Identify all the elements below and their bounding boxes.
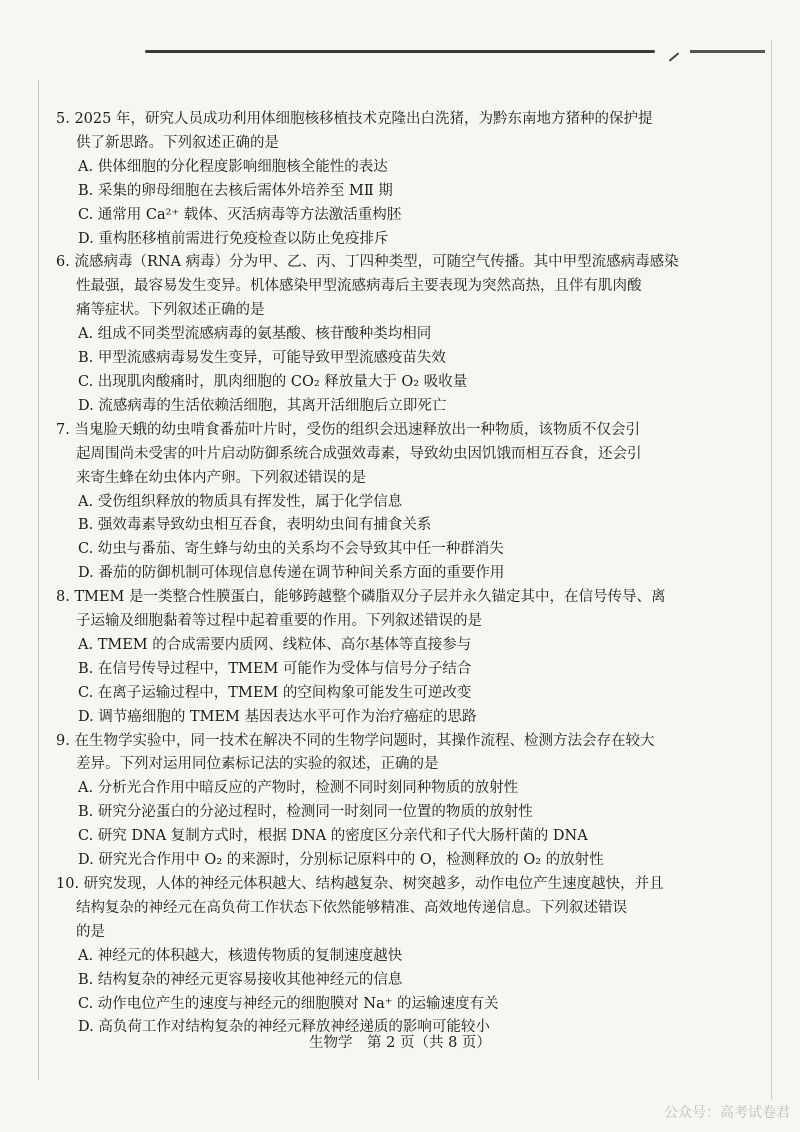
question-stem: 9. 在生物学实验中，同一技术在解决不同的生物学问题时，其操作流程、检测方法会存在较大 xyxy=(56,732,655,749)
answer-option: D. 调节癌细胞的 TMEM 基因表达水平可作为治疗癌症的思路 xyxy=(78,708,477,725)
question-text: 的是 xyxy=(76,923,105,940)
question-text: 痛等症状。下列叙述正确的是 xyxy=(76,302,265,319)
answer-option: C. 动作电位产生的速度与神经元的细胞膜对 Na⁺ 的运输速度有关 xyxy=(78,995,499,1012)
answer-option: B. 甲型流感病毒易发生变异，可能导致甲型流感疫苗失效 xyxy=(78,350,446,367)
answer-option: D. 高负荷工作对结构复杂的神经元释放神经递质的影响可能较小 xyxy=(78,1019,490,1036)
answer-option: B. 研究分泌蛋白的分泌过程时，检测同一时刻同一位置的物质的放射性 xyxy=(78,804,533,821)
question-text: 子运输及细胞黏着等过程中起着重要的作用。下列叙述错误的是 xyxy=(76,613,482,630)
answer-option: A. TMEM 的合成需要内质网、线粒体、高尔基体等直接参与 xyxy=(78,636,472,653)
page-footer: 生物学 第 2 页（共 8 页） xyxy=(309,1035,491,1051)
page-fold-left xyxy=(38,80,39,1080)
question-text: 起周围尚未受害的叶片启动防御系统合成强效毒素，导致幼虫因饥饿而相互吞食，还会引 xyxy=(76,445,642,462)
watermark: 公众号：高考试卷君 xyxy=(664,1105,790,1121)
answer-option: B. 结构复杂的神经元更容易接收其他神经元的信息 xyxy=(78,971,403,988)
answer-option: C. 在离子运输过程中，TMEM 的空间构象可能发生可逆改变 xyxy=(78,684,472,701)
question-text: 结构复杂的神经元在高负荷工作状态下依然能够精准、高效地传递信息。下列叙述错误 xyxy=(76,899,627,916)
answer-option: D. 番茄的防御机制可体现信息传递在调节种间关系方面的重要作用 xyxy=(78,565,505,582)
answer-option: D. 研究光合作用中 O₂ 的来源时，分别标记原料中的 O，检测释放的 O₂ 的放射性 xyxy=(78,852,604,869)
answer-option: C. 通常用 Ca²⁺ 载体、灭活病毒等方法激活重构胚 xyxy=(78,206,402,223)
answer-option: A. 组成不同类型流感病毒的氨基酸、核苷酸种类均相同 xyxy=(78,326,432,343)
question-text: 差异。下列对运用同位素标记法的实验的叙述，正确的是 xyxy=(76,756,439,773)
question-stem: 6. 流感病毒（RNA 病毒）分为甲、乙、丙、丁四种类型，可随空气传播。其中甲型流感病毒感染 xyxy=(56,254,679,271)
top-rule-right xyxy=(690,50,765,53)
answer-option: C. 研究 DNA 复制方式时，根据 DNA 的密度区分亲代和子代大肠杆菌的 DNA xyxy=(78,828,588,845)
answer-option: D. 重构胚移植前需进行免疫检查以防止免疫排斥 xyxy=(78,230,389,247)
page-fold-right xyxy=(771,40,772,1100)
question-stem: 8. TMEM 是一类整合性膜蛋白，能够跨越整个磷脂双分子层并永久锚定其中，在信号传导、离 xyxy=(56,589,666,606)
answer-option: A. 供体细胞的分化程度影响细胞核全能性的表达 xyxy=(78,158,388,175)
answer-option: C. 出现肌肉酸痛时，肌肉细胞的 CO₂ 释放量大于 O₂ 吸收量 xyxy=(78,373,468,390)
answer-option: B. 在信号传导过程中，TMEM 可能作为受体与信号分子结合 xyxy=(78,660,472,677)
question-stem: 5. 2025 年，研究人员成功利用体细胞核移植技术克隆出白洗猪，为黔东南地方猪种的保护提 xyxy=(56,111,653,127)
answer-option: A. 分析光合作用中暗反应的产物时，检测不同时刻同种物质的放射性 xyxy=(78,780,519,797)
answer-option: A. 神经元的体积越大，核遗传物质的复制速度越快 xyxy=(78,947,403,964)
top-rule xyxy=(145,50,655,53)
question-text: 性最强，最容易发生变异。机体感染甲型流感病毒后主要表现为突然高热，且伴有肌肉酸 xyxy=(76,278,642,295)
answer-option: B. 采集的卵母细胞在去核后需体外培养至 MⅡ 期 xyxy=(78,182,393,199)
answer-option: D. 流感病毒的生活依赖活细胞，其离开活细胞后立即死亡 xyxy=(78,397,447,414)
question-text: 来寄生蜂在幼虫体内产卵。下列叙述错误的是 xyxy=(76,469,366,486)
answer-option: C. 幼虫与番茄、寄生蜂与幼虫的关系均不会导致其中任一种群消失 xyxy=(78,541,504,558)
question-stem: 7. 当鬼脸天蛾的幼虫啃食番茄叶片时，受伤的组织会迅速释放出一种物质，该物质不仅会引 xyxy=(56,421,640,438)
question-stem: 10. 研究发现，人体的神经元体积越大、结构越复杂、树突越多，动作电位产生速度越快，并且 xyxy=(56,876,664,892)
question-body xyxy=(56,108,746,1040)
answer-option: A. 受伤组织释放的物质具有挥发性，属于化学信息 xyxy=(78,493,403,510)
question-text: 供了新思路。下列叙述正确的是 xyxy=(76,134,279,151)
answer-option: B. 强效毒素导致幼虫相互吞食，表明幼虫间有捕食关系 xyxy=(78,517,432,534)
pen-mark xyxy=(669,52,679,61)
